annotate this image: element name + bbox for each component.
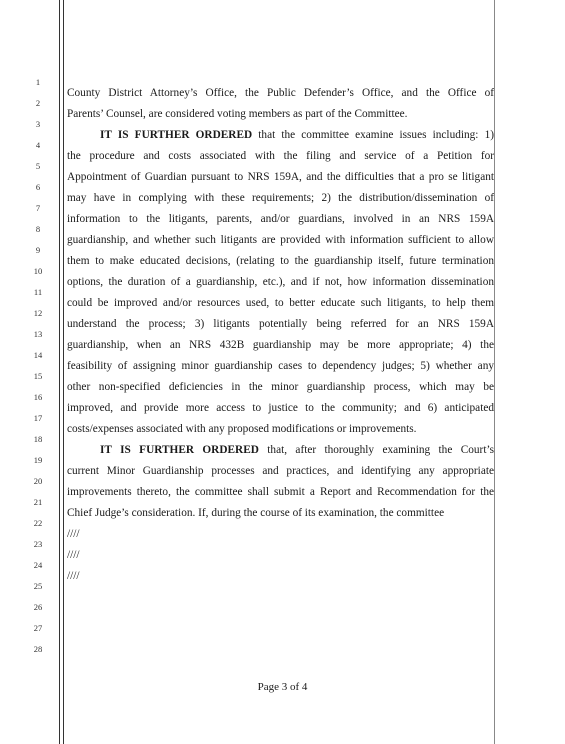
- body-line: information to the litigants, parents, and/or guardians, involved in an NRS 159A: [67, 213, 494, 225]
- body-text: that the committee examine issues including: 1): [252, 129, 494, 141]
- body-line: understand the process; 3) litigants potentially being referred for an NRS 159A: [67, 318, 494, 330]
- line-number: 3: [35, 119, 41, 129]
- body-line: guardianship, and whether such litigants are provided with information sufficient to allow: [67, 234, 494, 246]
- body-line: other non-specified deficiencies in the minor guardianship process, which may be: [67, 381, 494, 393]
- line-number: 26: [33, 602, 43, 612]
- body-line: Parents’ Counsel, are considered voting members as part of the Committee.: [67, 108, 408, 120]
- line-number: 5: [35, 161, 41, 171]
- line-number: 1: [35, 77, 41, 87]
- body-line: them to make educated decisions, (relating to the guardianship itself, future termination: [67, 255, 494, 267]
- line-number: 13: [33, 329, 43, 339]
- continuation-slashes: ////: [67, 549, 80, 561]
- body-line: Chief Judge’s consideration. If, during the course of its examination, the committee: [67, 507, 445, 519]
- body-line: Appointment of Guardian pursuant to NRS 159A, and the difficulties that a pro se litigant: [67, 171, 494, 183]
- line-number: 21: [33, 497, 43, 507]
- body-line: feasibility of assigning minor guardianship cases to dependency judges; 5) whether any: [67, 360, 494, 372]
- body-line: guardianship, when an NRS 432B guardianship may be more appropriate; 4) the: [67, 339, 494, 351]
- right-margin-rule: [494, 0, 495, 744]
- line-number: 22: [33, 518, 43, 528]
- order-heading: IT IS FURTHER ORDERED: [100, 129, 253, 141]
- body-line: could be improved and/or resources used, to better educate such litigants, to help them: [67, 297, 494, 309]
- body-line: options, the duration of a guardianship, etc.), and if not, how information dissemination: [67, 276, 494, 288]
- continuation-slashes: ////: [67, 528, 80, 540]
- body-text: that, after thoroughly examining the Court’s: [258, 444, 494, 456]
- body-line: the procedure and costs associated with the filing and service of a Petition for: [67, 150, 494, 162]
- body-line: improvements thereto, the committee shall submit a Report and Recommendation for the: [67, 486, 494, 498]
- line-number: 16: [33, 392, 43, 402]
- left-margin-rule-inner: [63, 0, 64, 744]
- body-line: may have in complying with these requirements; 2) the distribution/dissemination of: [67, 192, 494, 204]
- line-number: 20: [33, 476, 43, 486]
- line-number: 14: [33, 350, 43, 360]
- continuation-slashes: ////: [67, 570, 80, 582]
- line-number: 15: [33, 371, 43, 381]
- line-number: 18: [33, 434, 43, 444]
- line-number: 12: [33, 308, 43, 318]
- order-heading: IT IS FURTHER ORDERED: [100, 444, 259, 456]
- page-number-footer: Page 3 of 4: [257, 681, 308, 693]
- line-number: 7: [35, 203, 41, 213]
- line-number: 2: [35, 98, 41, 108]
- line-number: 4: [35, 140, 41, 150]
- line-number: 25: [33, 581, 43, 591]
- line-number: 17: [33, 413, 43, 423]
- line-number: 27: [33, 623, 43, 633]
- body-line: County District Attorney’s Office, the Public Defender’s Office, and the Office of: [67, 87, 494, 99]
- left-margin-rule: [59, 0, 60, 744]
- line-number: 8: [35, 224, 41, 234]
- line-number: 10: [33, 266, 43, 276]
- line-number: 9: [35, 245, 41, 255]
- line-number: 6: [35, 182, 41, 192]
- body-line: costs/expenses associated with any proposed modifications or improvements.: [67, 423, 417, 435]
- line-number: 28: [33, 644, 43, 654]
- line-number: 11: [33, 287, 43, 297]
- line-number: 19: [33, 455, 43, 465]
- order-paragraph-first-line: [100, 443, 494, 457]
- body-line: current Minor Guardianship processes and practices, and identifying any appropriate: [67, 465, 494, 477]
- line-number: 23: [33, 539, 43, 549]
- order-paragraph-first-line: [100, 128, 494, 142]
- line-number: 24: [33, 560, 43, 570]
- body-line: improved, and provide more access to justice to the community; and 6) anticipated: [67, 402, 494, 414]
